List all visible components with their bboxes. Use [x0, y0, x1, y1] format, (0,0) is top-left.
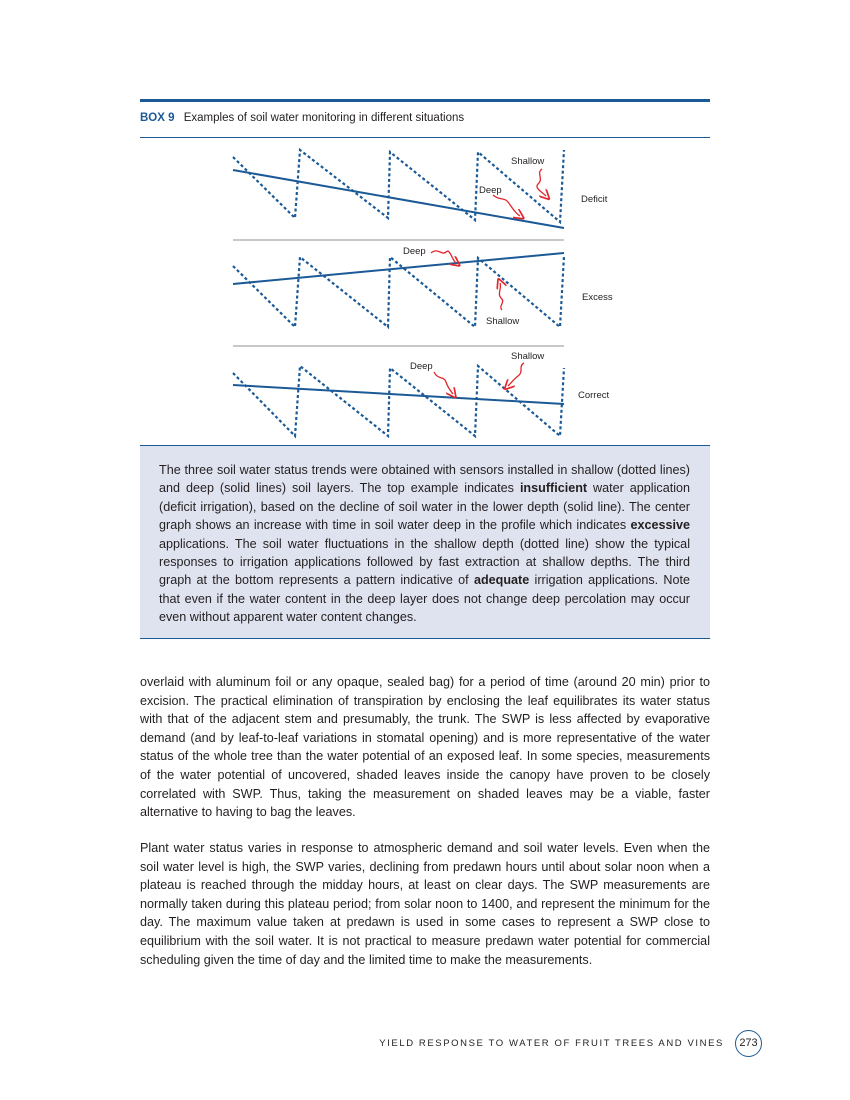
body-paragraph: overlaid with aluminum foil or any opaque, sealed bag) for a period of time (around 20 min) prior to excision. The practical elimination of transpiration by enclosing the leaf equilibrates its water status with that of the adjacent stem and presumably, the trunk. The SWP is less affected by evaporative demand (and by leaf-to-leaf variations in stomatal opening) and is more representative of the water status of the whole tree than the water potential of an exposed leaf. In some species, measurements of the water potential of uncovered, shaded leaves inside the canopy have proven to be closely correlated with SWP. Thus, taking the measurement on shaded leaves may be a viable, faster alternative to having to bag the leaves.	[140, 675, 710, 820]
box-title: Examples of soil water monitoring in different situations	[183, 112, 465, 124]
body-paragraph: Plant water status varies in response to atmospheric demand and soil water levels. Even when the soil water level is high, the SWP varies, declining from predawn hours until about solar noon when a plateau is reached through the midday hours, at least on clear days. The SWP measurements are normally taken during this plateau period; from solar noon to 1400, and represent the minimum for the day. The maximum value taken at predawn is used in some cases to represent a SWP close to equilibrium with the soil water. It is not practical to measure predawn water potential for commercial scheduling given the time of day and the limited time to make the measurements.	[140, 841, 710, 967]
panel-annotation-deep: Deep	[410, 361, 433, 372]
box-caption	[140, 445, 710, 639]
box-label: BOX 9	[140, 112, 175, 124]
caption-emphasis: excessive	[630, 518, 690, 533]
deep-solid-line-excess	[233, 253, 564, 284]
deep-arrow-correct	[434, 372, 453, 394]
caption-text: The three soil water status trends were obtained with sensors installed in shallow (dotted lines) and deep (solid lines) soil layers. The top example indicates insufficient water application (deficit irrigation), based on the decline of soil water in the lower depth (solid line). The center graph shows an increase with time in soil water deep in the profile which indicates excessive applications. The soil water fluctuations in the shallow depth (dotted line) show the typical responses to irrigation applications followed by fast extraction at shallow depths. The third graph at the bottom represents a pattern indicative of adequate irrigation applications. Note that even if the water content in the deep layer does not change deep percolation may occur even without apparent water content changes.	[159, 463, 691, 625]
shallow-arrow-deficit	[537, 169, 546, 196]
panel-annotation-shallow: Shallow	[511, 351, 545, 362]
soil-water-figure	[140, 140, 710, 445]
caption-emphasis: insufficient	[519, 481, 588, 496]
box-header	[140, 112, 710, 124]
page-number: 273	[735, 1030, 762, 1057]
panel-annotation-shallow: Shallow	[511, 156, 545, 167]
box-header-rule	[140, 137, 710, 138]
panel-annotation-deep: Deep	[479, 185, 502, 196]
shallow-arrow-correct	[508, 363, 524, 386]
panel-status-label: Correct	[578, 390, 610, 401]
deep-arrow-excess	[431, 251, 456, 263]
deep-solid-line-correct	[233, 385, 564, 404]
deep-solid-line-deficit	[233, 170, 564, 228]
panel-annotation-deep: Deep	[403, 246, 426, 257]
panel-excess	[233, 246, 613, 327]
deep-arrow-deficit	[493, 195, 520, 216]
panel-status-label: Excess	[582, 292, 613, 303]
panel-status-label: Deficit	[581, 194, 608, 205]
caption-emphasis: adequate	[473, 573, 530, 588]
panel-deficit	[233, 150, 608, 228]
running-footer: YIELD RESPONSE TO WATER OF FRUIT TREES AND VINES	[379, 1038, 724, 1049]
panel-annotation-shallow: Shallow	[486, 316, 520, 327]
shallow-arrow-excess	[499, 283, 502, 310]
box-top-rule	[140, 99, 710, 102]
panel-correct	[233, 351, 610, 436]
